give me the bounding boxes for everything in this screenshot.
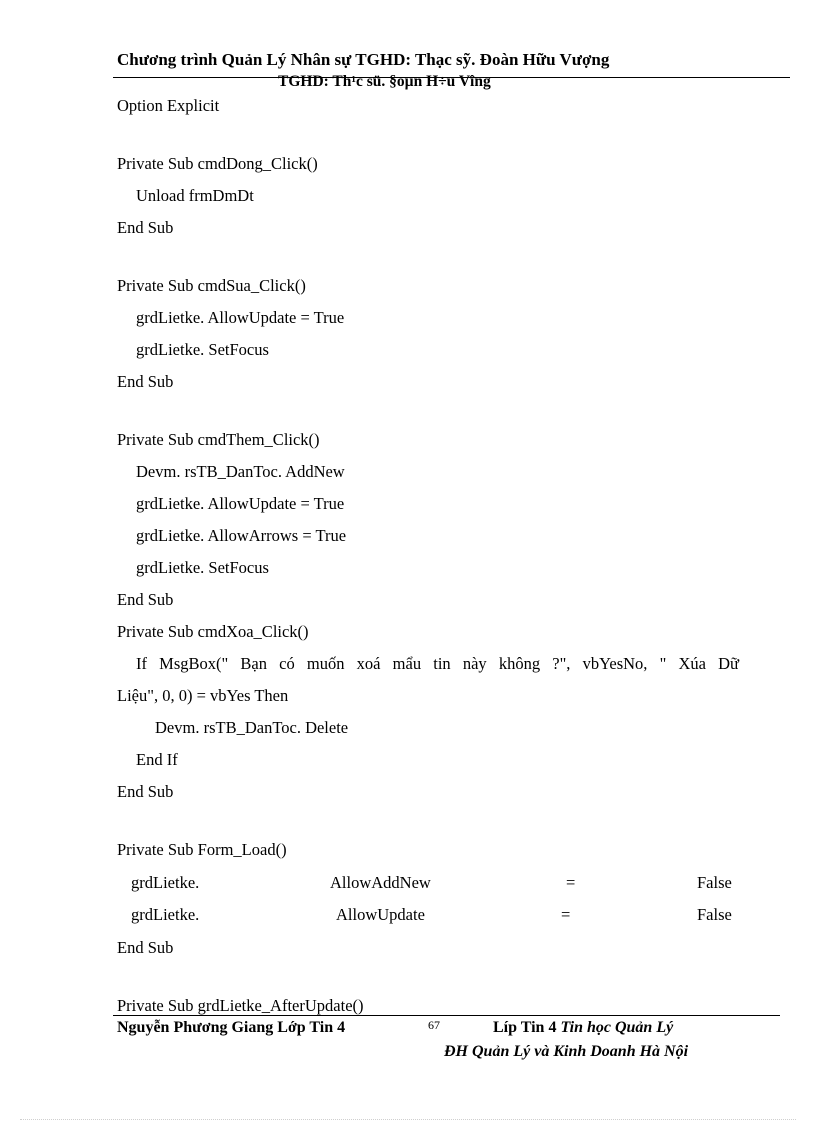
header-subtitle: TGHD: Th¹c sü. §oµn H÷u Vîng (278, 73, 491, 90)
code-line: Private Sub cmdSua_Click() (117, 276, 306, 295)
code-line: grdLietke. AllowArrows = True (136, 526, 347, 545)
code-line: Devm. rsTB_DanToc. Delete (155, 718, 349, 737)
code-line: Private Sub cmdDong_Click() (117, 154, 318, 173)
code-line: grdLietke. SetFocus (136, 558, 269, 577)
code-line: Private Sub grdLietke_AfterUpdate() (117, 996, 364, 1015)
code-token: = (561, 905, 571, 924)
header-title: Chương trình Quản Lý Nhân sự TGHD: Thạc sỹ. Đoàn Hữu Vượng (117, 50, 610, 69)
code-line: Private Sub cmdThem_Click() (117, 430, 320, 449)
page-number: 67 (428, 1018, 440, 1032)
code-line: Liệu", 0, 0) = vbYes Then (117, 686, 289, 705)
code-token: grdLietke. (131, 905, 200, 924)
code-token: AllowAddNew (330, 873, 431, 892)
code-line: grdLietke. AllowUpdate = True (136, 494, 345, 513)
code-token: False (697, 873, 732, 892)
page-bottom-divider (20, 1119, 796, 1120)
code-line: If MsgBox(" Bạn có muốn xoá mẩu tin này không ?", vbYesNo, " Xúa Dữ (136, 654, 739, 673)
code-line: grdLietke. SetFocus (136, 340, 269, 359)
code-line: Unload frmDmDt (136, 186, 254, 205)
code-line: End Sub (117, 590, 174, 609)
footer-author: Nguyễn Phương Giang Lớp Tin 4 (117, 1019, 346, 1036)
code-line: End Sub (117, 938, 174, 957)
footer-class (493, 1019, 673, 1037)
footer-school: ĐH Quản Lý và Kinh Doanh Hà Nội (444, 1043, 689, 1060)
code-token: = (566, 873, 576, 892)
code-token: grdLietke. (131, 873, 200, 892)
code-line: Private Sub cmdXoa_Click() (117, 622, 309, 641)
code-token: False (697, 905, 732, 924)
footer-rule (113, 1015, 780, 1016)
footer-class-bold: Líp Tin 4 (493, 1019, 561, 1036)
code-line: End If (136, 750, 178, 769)
code-option-explicit: Option Explicit (117, 96, 220, 115)
code-line: Private Sub Form_Load() (117, 840, 287, 859)
code-token: AllowUpdate (336, 905, 425, 924)
code-line: End Sub (117, 372, 174, 391)
code-line: End Sub (117, 782, 174, 801)
code-line: Devm. rsTB_DanToc. AddNew (136, 462, 345, 481)
code-line: grdLietke. AllowUpdate = True (136, 308, 345, 327)
code-line: End Sub (117, 218, 174, 237)
header-rule (113, 77, 790, 78)
footer-class-italic: Tin học Quản Lý (560, 1019, 674, 1036)
